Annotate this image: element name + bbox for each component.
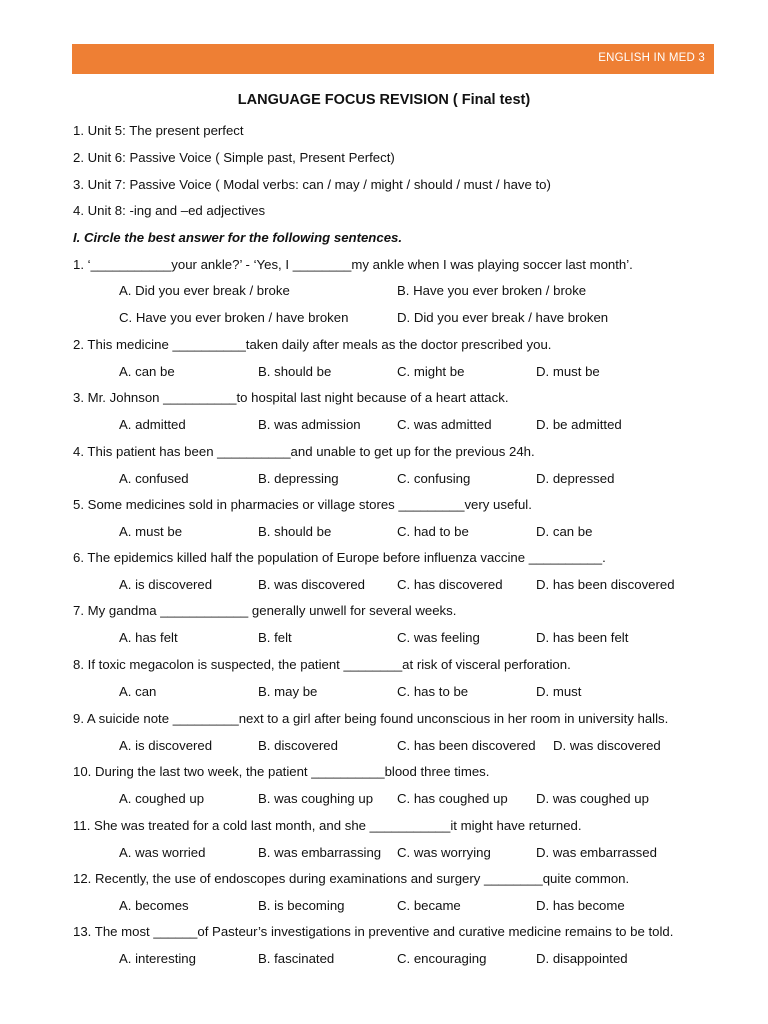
option-a[interactable]: A. can [119,684,157,699]
question-3: 3. Mr. Johnson __________to hospital last night because of a heart attack. [73,390,509,405]
page-title: LANGUAGE FOCUS REVISION ( Final test) [237,92,531,108]
option-d[interactable]: D. depressed [536,471,615,486]
option-b[interactable]: B. fascinated [258,951,335,966]
option-d[interactable]: D. has been felt [536,630,629,645]
question-9: 9. A suicide note _________next to a girl after being found unconscious in her room in university halls. [73,711,669,726]
question-7: 7. My gandma ____________ generally unwell for several weeks. [73,603,457,618]
question-8: 8. If toxic megacolon is suspected, the patient ________at risk of visceral perforation. [73,657,571,672]
unit-line: 1. Unit 5: The present perfect [73,123,244,138]
option-c[interactable]: C. encouraging [397,951,487,966]
option-c[interactable]: C. might be [397,364,465,379]
header-label: ENGLISH IN MED 3 [598,52,705,64]
option-d[interactable]: D. has become [536,898,625,913]
option-b[interactable]: B. should be [258,524,332,539]
option-a[interactable]: A. is discovered [119,577,213,592]
question-6: 6. The epidemics killed half the population of Europe before influenza vaccine __________. [73,550,606,565]
option-a[interactable]: A. confused [119,471,189,486]
option-a[interactable]: A. can be [119,364,175,379]
option-b[interactable]: B. felt [258,630,292,645]
option-d[interactable]: D. disappointed [536,951,628,966]
option-d[interactable]: D. can be [536,524,593,539]
option-a[interactable]: A. is discovered [119,738,213,753]
option-b[interactable]: B. is becoming [258,898,345,913]
option-c[interactable]: C. was admitted [397,417,492,432]
option-a[interactable]: A. was worried [119,845,206,860]
option-b[interactable]: B. depressing [258,471,339,486]
option-c[interactable]: C. has discovered [397,577,503,592]
option-a[interactable]: A. becomes [119,898,189,913]
header-bar [72,44,714,74]
unit-line: 2. Unit 6: Passive Voice ( Simple past, Present Perfect) [73,150,395,165]
option-d[interactable]: D. Did you ever break / have broken [397,310,609,325]
option-a[interactable]: A. admitted [119,417,186,432]
option-c[interactable]: C. was feeling [397,630,480,645]
question-1: 1. ‘___________your ankle?’ - ‘Yes, I ________my ankle when I was playing soccer last month’. [73,257,633,272]
option-d[interactable]: D. was discovered [553,738,661,753]
option-c[interactable]: C. confusing [397,471,471,486]
option-d[interactable]: D. must [536,684,582,699]
question-11: 11. She was treated for a cold last month, and she ___________it might have returned. [73,818,582,833]
option-a[interactable]: A. has felt [119,630,178,645]
option-c[interactable]: C. has coughed up [397,791,508,806]
option-a[interactable]: A. Did you ever break / broke [119,283,290,298]
option-b[interactable]: B. discovered [258,738,338,753]
option-c[interactable]: C. Have you ever broken / have broken [119,310,349,325]
option-b[interactable]: B. Have you ever broken / broke [397,283,587,298]
option-d[interactable]: D. was coughed up [536,791,649,806]
option-c[interactable]: C. has to be [397,684,469,699]
option-a[interactable]: A. must be [119,524,183,539]
option-b[interactable]: B. should be [258,364,332,379]
option-c[interactable]: C. was worrying [397,845,491,860]
option-b[interactable]: B. was embarrassing [258,845,382,860]
option-b[interactable]: B. was admission [258,417,361,432]
unit-line: 4. Unit 8: -ing and –ed adjectives [73,203,266,218]
option-c[interactable]: C. had to be [397,524,469,539]
question-4: 4. This patient has been __________and unable to get up for the previous 24h. [73,444,535,459]
question-5: 5. Some medicines sold in pharmacies or village stores _________very useful. [73,497,532,512]
option-b[interactable]: B. was coughing up [258,791,374,806]
option-b[interactable]: B. was discovered [258,577,366,592]
instruction: I. Circle the best answer for the following sentences. [73,230,403,245]
option-c[interactable]: C. has been discovered [397,738,536,753]
option-b[interactable]: B. may be [258,684,318,699]
question-13: 13. The most ______of Pasteur’s investigations in preventive and curative medicine remains to be told. [73,924,674,939]
unit-line: 3. Unit 7: Passive Voice ( Modal verbs: can / may / might / should / must / have to) [73,177,551,192]
question-10: 10. During the last two week, the patient __________blood three times. [73,764,490,779]
option-c[interactable]: C. became [397,898,461,913]
option-d[interactable]: D. must be [536,364,600,379]
question-2: 2. This medicine __________taken daily after meals as the doctor prescribed you. [73,337,552,352]
option-d[interactable]: D. was embarrassed [536,845,657,860]
option-a[interactable]: A. interesting [119,951,196,966]
option-a[interactable]: A. coughed up [119,791,205,806]
option-d[interactable]: D. be admitted [536,417,622,432]
option-d[interactable]: D. has been discovered [536,577,675,592]
question-12: 12. Recently, the use of endoscopes during examinations and surgery ________quite common. [73,871,630,886]
